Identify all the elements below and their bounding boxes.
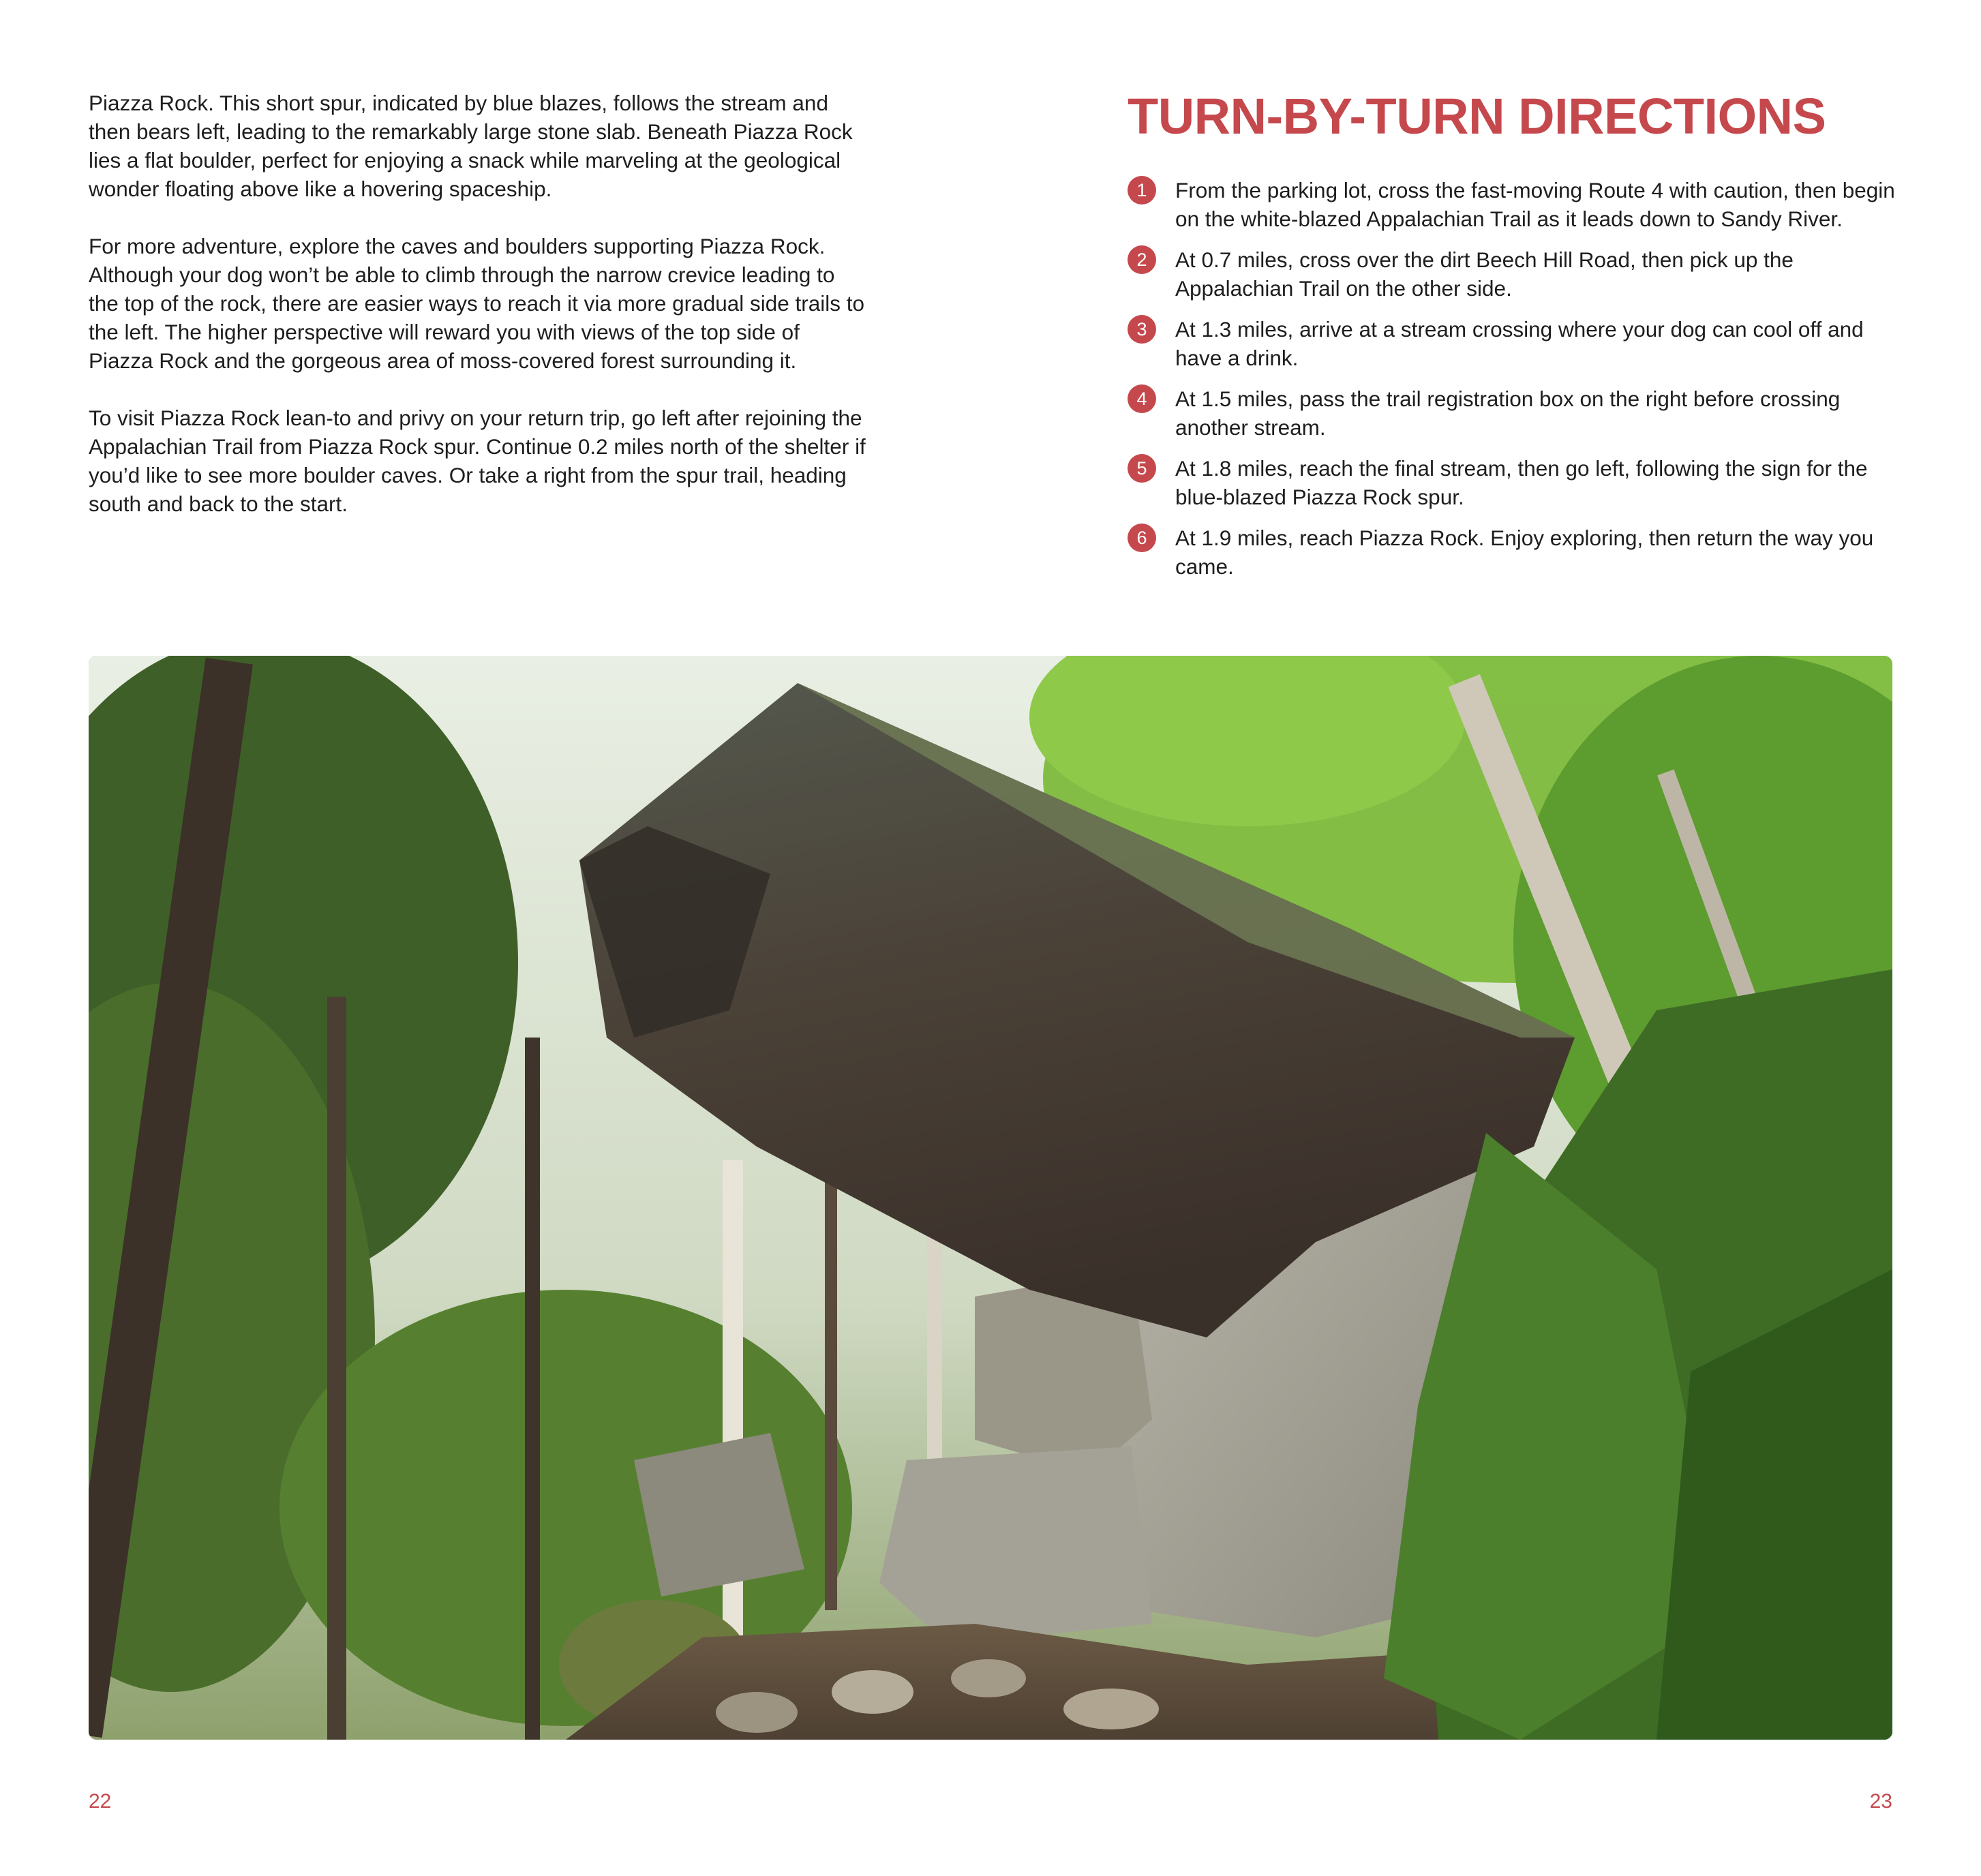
step-text: At 0.7 miles, cross over the dirt Beech Hill Road, then pick up the Appalachian Trail on the other side. <box>1175 247 1794 301</box>
body-paragraph: To visit Piazza Rock lean-to and privy on your return trip, go left after rejoining the Appalachian Trail from Piazza Rock spur. Continue 0.2 miles north of the shelter if you’d like to see more boulder caves. Or take a right from the spur trail, heading south and back to the start. <box>89 406 866 516</box>
step-text: From the parking lot, cross the fast-moving Route 4 with caution, then begin on the white-blazed Appalachian Trail as it leads down to Sandy River. <box>1175 178 1895 231</box>
step-text: At 1.3 miles, arrive at a stream crossing where your dog can cool off and have a drink. <box>1175 317 1864 370</box>
body-paragraph: For more adventure, explore the caves and boulders supporting Piazza Rock. Although your dog won’t be able to climb through the narrow crevice leading to the top of the rock, there are easier ways to reach it via more gradual side trails to the left. The higher perspective will reward you with views of the top side of Piazza Rock and the gorgeous area of moss-covered forest surrounding it. <box>89 234 865 373</box>
page-number-left: 22 <box>89 1790 112 1813</box>
direction-step <box>1128 176 1898 233</box>
direction-step <box>1128 384 1898 442</box>
directions-list <box>1128 176 1898 581</box>
step-number-badge: 4 <box>1128 384 1156 413</box>
step-number-badge: 6 <box>1128 524 1156 552</box>
directions-section <box>1128 86 1898 593</box>
direction-step <box>1128 454 1898 511</box>
direction-step <box>1128 524 1898 581</box>
body-paragraph: Piazza Rock. This short spur, indicated by blue blazes, follows the stream and then bears left, leading to the remarkably large stone slab. Beneath Piazza Rock lies a flat boulder, perfect for enjoying a snack while marveling at the geological wonder floating above like a hovering spaceship. <box>89 91 853 201</box>
step-text: At 1.8 miles, reach the final stream, then go left, following the sign for the blue-blazed Piazza Rock spur. <box>1175 456 1868 509</box>
step-text: At 1.9 miles, reach Piazza Rock. Enjoy exploring, then return the way you came. <box>1175 526 1874 579</box>
step-number-badge: 2 <box>1128 245 1156 274</box>
page-number-right: 23 <box>1869 1790 1892 1813</box>
step-text: At 1.5 miles, pass the trail registration box on the right before crossing another stream. <box>1175 387 1841 440</box>
piazza-rock-photo <box>89 656 1892 1740</box>
section-title: TURN-BY-TURN DIRECTIONS <box>1128 88 1826 145</box>
direction-step <box>1128 315 1898 372</box>
direction-step <box>1128 245 1898 303</box>
step-number-badge: 3 <box>1128 315 1156 344</box>
left-page-body <box>89 89 866 547</box>
step-number-badge: 1 <box>1128 176 1156 205</box>
step-number-badge: 5 <box>1128 454 1156 483</box>
